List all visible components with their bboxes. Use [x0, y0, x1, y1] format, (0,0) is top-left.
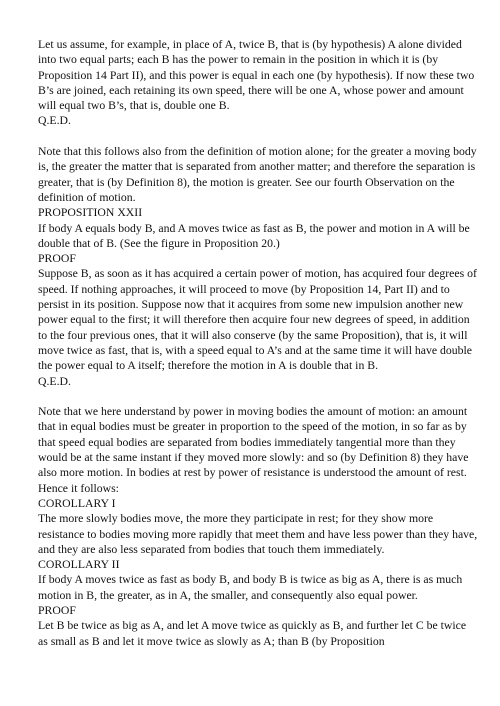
- corollary-paragraph: If body A moves twice as fast as body B, and body B is twice as big as A, there is as much motion in B, the greater, as in A, the smaller, and consequently also equal power.: [38, 573, 463, 602]
- proof-paragraph: Let B be twice as big as A, and let A move twice as quickly as B, and further let C be twice as small as B and let it move twice as slowly as A; than B (by Proposition: [38, 619, 467, 648]
- proof-paragraph: Suppose B, as soon as it has acquired a certain power of motion, has acquired four degrees of speed. If nothing approaches, it will proceed to move (by Proposition 14, Part II) and to persist in its position. Suppose now that it acquires from some new impulsion another new power equal to the first; it will therefore then acquire four new degrees of speed, in addition to the four previous ones, that it will also conserve (by the same Proposition), that is, it will move twice as fast, that is, with a speed equal to A’s and at the same time it will have double the power equal to A itself; therefore the motion in A is double that in B.: [38, 267, 477, 373]
- paragraph-gap: [38, 389, 478, 404]
- document-page: [38, 37, 478, 649]
- qed-line: Q.E.D.: [38, 114, 71, 128]
- corollary-heading: COROLLARY I: [38, 496, 116, 510]
- qed-line: Q.E.D.: [38, 374, 71, 388]
- paragraph-gap: [38, 129, 478, 144]
- corollary-paragraph: The more slowly bodies move, the more they participate in rest; for they show more resistance to bodies moving more rapidly that meet them and have less power than they have, and they are also less separated from bodies that touch them immediately.: [38, 512, 478, 556]
- proposition-statement: If body A equals body B, and A moves twice as fast as B, the power and motion in A will be double that of B. (See the figure in Proposition 20.): [38, 221, 470, 250]
- paragraph: Note that we here understand by power in moving bodies the amount of motion: an amount that in equal bodies must be greater in proportion to the speed of the motion, in so far as by that speed equal bodies are separated from bodies immediately tangential more than they would be at the same instant if they moved more slowly: and so (by Definition 8) they have also more motion. In bodies at rest by power of resistance is understood the amount of rest. Hence it follows:: [38, 405, 469, 495]
- proposition-heading: PROPOSITION XXII: [38, 206, 143, 220]
- corollary-heading: COROLLARY II: [38, 558, 120, 572]
- proof-heading: PROOF: [38, 603, 76, 617]
- proof-heading: PROOF: [38, 252, 76, 266]
- paragraph: Let us assume, for example, in place of A, twice B, that is (by hypothesis) A alone divided into two equal parts; each B has the power to remain in the position in which it is (by Proposition 14 Part II), and this power is equal in each one (by hypothesis). If now these two B’s are joined, each retaining its own speed, there will be one A, whose power and amount will equal two B’s, that is, double one B.: [38, 38, 475, 113]
- paragraph: Note that this follows also from the definition of motion alone; for the greater a moving body is, the greater the matter that is separated from another matter; and therefore the separation is greater, that is (by Definition 8), the motion is greater. See our fourth Observation on the definition of motion.: [38, 145, 477, 204]
